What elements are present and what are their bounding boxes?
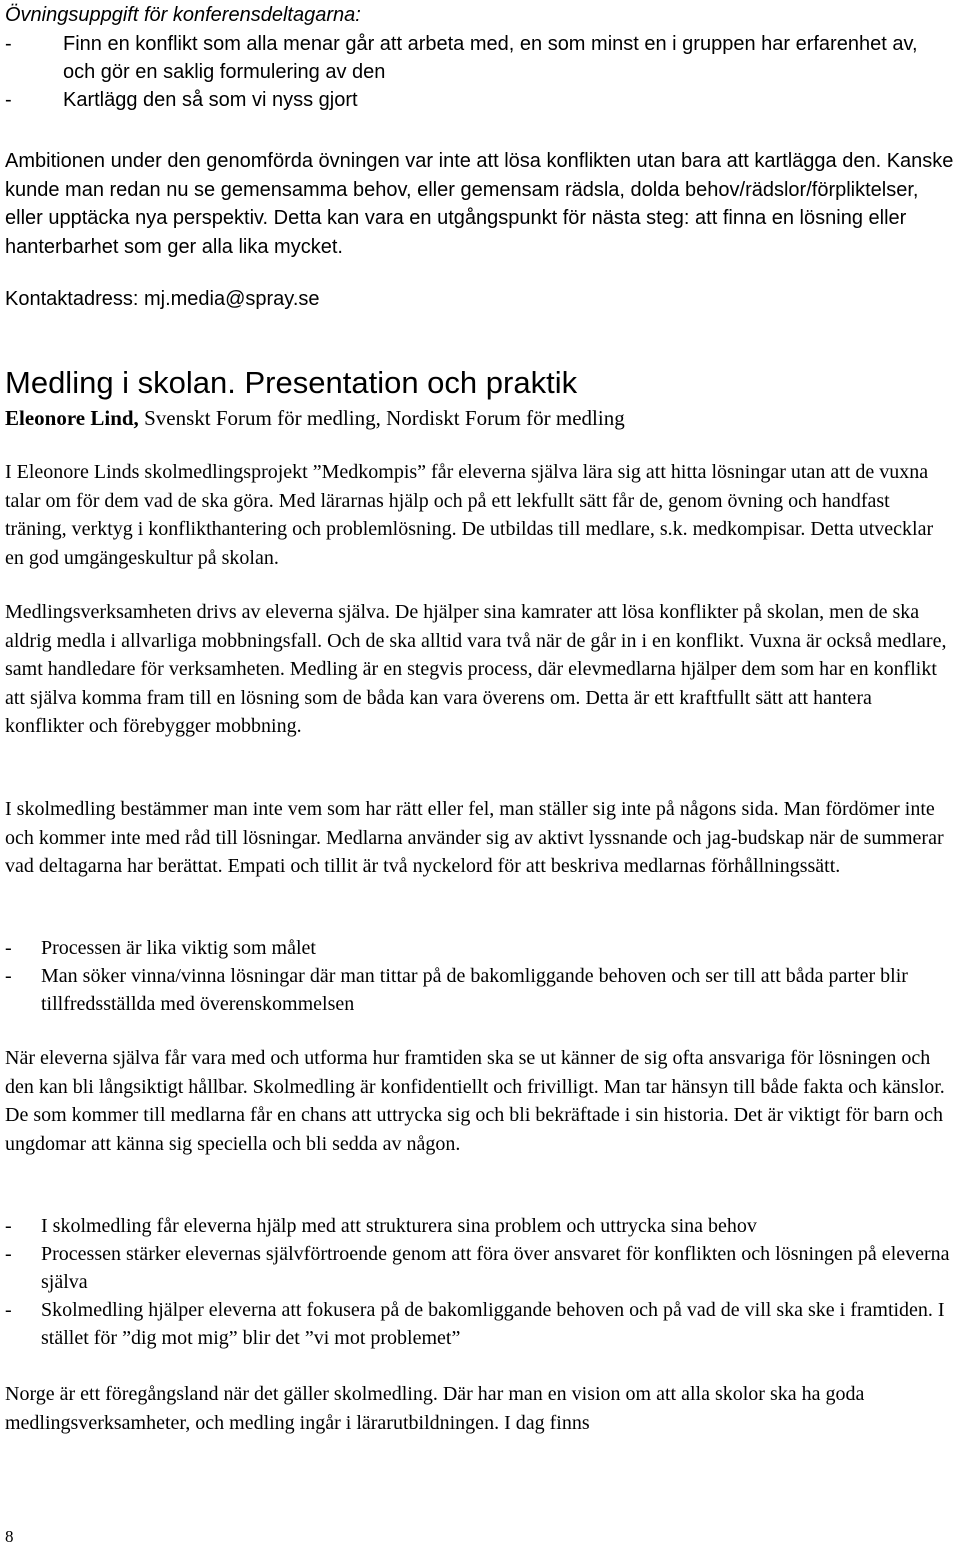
list-dash: -	[5, 937, 12, 959]
list-item	[5, 86, 955, 114]
exercise-list	[5, 30, 955, 114]
list-dash: -	[5, 965, 12, 987]
list-dash: -	[5, 1243, 12, 1265]
list-item	[5, 1212, 955, 1240]
list-dash: -	[5, 1299, 12, 1321]
body-paragraph-4: När eleverna själva får vara med och utforma hur framtiden ska se ut känner de sig ofta ansvariga för lösningen och den kan bli långsiktigt hållbar. Skolmedling är konfidentiellt och frivilligt. Man tar hänsyn till både fakta och känslor. De som kommer till medlarna får en chans att uttrycka sig och bli bekräftade i sin historia. Det är viktigt för barn och ungdomar att känna sig speciella och bli sedda av någon.	[5, 1047, 945, 1155]
exercise-heading: Övningsuppgift för konferensdeltagarna:	[5, 4, 361, 26]
body-paragraph-1: I Eleonore Linds skolmedlingsprojekt ”Medkompis” får eleverna själva lära sig att hitta lösningar utan att de vuxna talar om för dem vad de ska göra. Med lärarnas hjälp och på ett lekfullt sätt får de, genom övning och handfast träning, verktyg i konflikthantering och problemlösning. De utbildas till medlare, s.k. medkompisar. Detta utvecklar en god umgängeskultur på skolan.	[5, 461, 934, 569]
list-item-text: I skolmedling får eleverna hjälp med att strukturera sina problem och uttrycka sina behov	[41, 1215, 757, 1237]
page-number: 8	[5, 1527, 14, 1546]
list-item	[5, 934, 955, 962]
body-paragraph-5: Norge är ett föregångsland när det gäller skolmedling. Där har man en vision om att alla skolor ska ha goda medlingsverksamheter, och medling ingår i lärarutbildningen. I dag finns	[5, 1383, 865, 1434]
body-paragraph-3: I skolmedling bestämmer man inte vem som har rätt eller fel, man ställer sig inte på någons sida. Man fördömer inte och kommer inte med råd till lösningar. Medlarna använder sig av aktivt lyssnande och jag-budskap när de summerar vad deltagarna har berättat. Empati och tillit är två nyckelord för att beskriva medlarnas förhållningssätt.	[5, 798, 944, 877]
section-title: Medling i skolan. Presentation och praktik	[5, 365, 578, 400]
byline-author: Eleonore Lind,	[5, 406, 139, 430]
list-dash: -	[5, 33, 12, 55]
list-item-text: Processen stärker elevernas självförtroende genom att föra över ansvaret för konflikten och lösningen på eleverna själva	[41, 1243, 950, 1293]
list-item-text: Man söker vinna/vinna lösningar där man tittar på de bakomliggande behoven och ser till att båda parter blir tillfredsställda med överenskommelsen	[41, 965, 908, 1015]
list-dash: -	[5, 89, 12, 111]
list-item	[5, 1296, 955, 1352]
list-dash: -	[5, 1215, 12, 1237]
body-paragraph-2: Medlingsverksamheten drivs av eleverna själva. De hjälper sina kamrater att lösa konflikter på skolan, men de ska aldrig medla i allvarliga mobbningsfall. Och de ska alltid vara två när de går in i en konflikt. Vuxna är också medlare, samt handledare för verksamheten. Medling är en stegvis process, där elevmedlarna hjälper dem som har en konflikt att själva komma fram till en lösning som de båda kan vara överens om. Detta är ett kraftfullt sätt att hantera konflikter och förebygger mobbning.	[5, 601, 947, 737]
byline	[5, 404, 955, 432]
list-item	[5, 962, 955, 1018]
bullet-list-2	[5, 1212, 955, 1352]
list-item-text: Processen är lika viktig som målet	[41, 937, 316, 959]
bullet-list-1	[5, 934, 955, 1018]
list-item-text: Skolmedling hjälper eleverna att fokusera på de bakomliggande behoven och på vad de vill ska ske i framtiden. I stället för ”dig mot mig” blir det ”vi mot problemet”	[41, 1299, 945, 1349]
contact-address: Kontaktadress: mj.media@spray.se	[5, 288, 320, 310]
list-item-text: Finn en konflikt som alla menar går att arbeta med, en som minst en i gruppen har erfarenhet av, och gör en saklig formulering av den	[63, 33, 918, 83]
ambition-paragraph: Ambitionen under den genomförda övningen var inte att lösa konflikten utan bara att kartlägga den. Kanske kunde man redan nu se gemensamma behov, eller gemensam rädsla, dolda behov/rädslor/förpliktelser, eller upptäcka nya perspektiv. Detta kan vara en utgångspunkt för nästa steg: att finna en lösning eller hanterbarhet som ger alla lika mycket.	[5, 150, 954, 258]
list-item	[5, 1240, 955, 1296]
byline-affiliation: Svenskt Forum för medling, Nordiskt Forum för medling	[138, 406, 625, 430]
list-item	[5, 30, 955, 86]
list-item-text: Kartlägg den så som vi nyss gjort	[63, 89, 358, 111]
